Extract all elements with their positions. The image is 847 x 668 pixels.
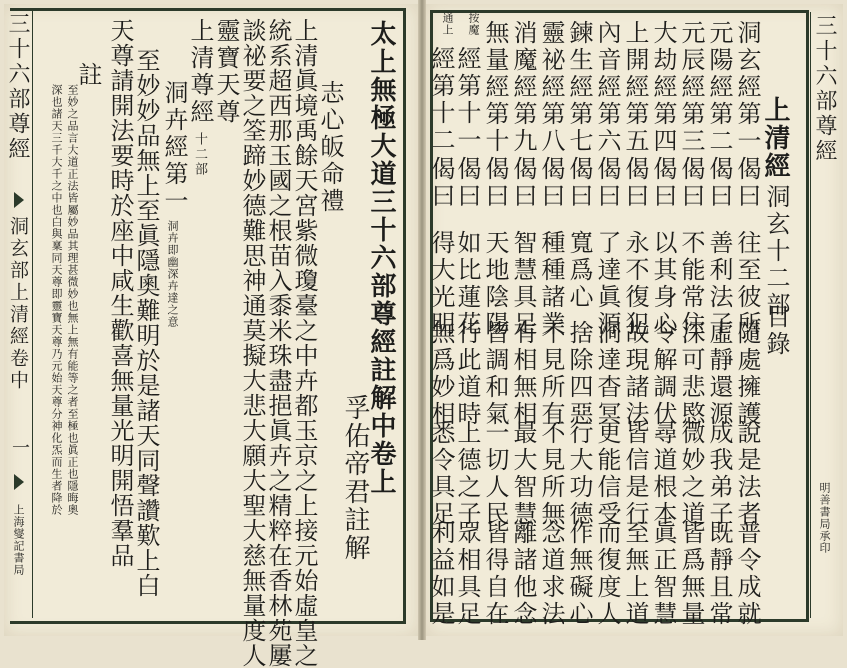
entry-name: 洞玄經第一 — [733, 20, 761, 155]
entry-verse: 洞達杳冥 — [593, 320, 621, 428]
entry-verse: 得大光明 — [427, 230, 455, 338]
entry-verse: 行大功德 — [565, 420, 593, 528]
entry-verse: 離諸他念 — [509, 520, 537, 628]
contents-section-label: 洞玄十二部 — [762, 184, 790, 319]
entry-small-label: 按魔 — [467, 12, 480, 36]
entry-verse: 偈曰 — [509, 156, 537, 210]
sutra-first-note: 洞𠦄即幽深𠦄達之意 — [166, 220, 179, 328]
entry-verse: 往至彼所 — [733, 230, 761, 338]
entry-name: 內音經第六 — [593, 20, 621, 155]
left-margin-strip — [4, 8, 33, 618]
entry-name: 上開經第五 — [621, 20, 649, 155]
verse-line: 天尊請開法要時於座中咸生歡喜無量光明開悟羣品 — [106, 18, 134, 568]
note-line: 至妙之品言大道正法皆屬妙品其理甚微妙也無上無有能等之者至極也眞正也隱晦奧 — [66, 84, 79, 516]
entry-verse: 偈曰 — [621, 156, 649, 210]
right-margin-publisher: 明善書局承印 — [818, 482, 831, 554]
verse-line: 至妙妙品無上至眞隱奧難明於是諸天同聲讚歎上白 — [132, 48, 160, 598]
margin-fishtail-icon — [14, 192, 24, 208]
entry-verse: 作無礙心 — [565, 520, 593, 628]
rite-heading: 志心皈命禮 — [316, 80, 344, 215]
entry-verse: 無爲妙相 — [427, 320, 455, 428]
entry-name: 經第十二 — [427, 46, 455, 154]
entry-verse: 皆信是行 — [621, 420, 649, 528]
left-title: 太上無極大道三十六部尊經註解中卷上 — [366, 20, 396, 496]
entry-name: 元辰經第三 — [677, 20, 705, 155]
entry-verse: 隨處擁護 — [733, 320, 761, 428]
entry-verse: 偈曰 — [453, 156, 481, 210]
entry-verse: 既靜且常 — [705, 520, 733, 628]
sutra-first: 洞𠦄經第一 — [160, 80, 188, 215]
sutra-count: 十二部 — [192, 132, 207, 177]
entry-verse: 皆得自在 — [481, 520, 509, 628]
entry-verse: 如比蓮花 — [453, 230, 481, 338]
entry-verse: 皆調和氣 — [481, 320, 509, 428]
entry-verse: 至無上道 — [621, 520, 649, 628]
entry-verse: 令解調伏 — [649, 320, 677, 428]
entry-verse: 不能常住 — [677, 230, 705, 338]
entry-verse: 不見所無 — [537, 420, 565, 528]
rite-line: 靈寶天尊 — [212, 18, 240, 126]
entry-verse: 上德之子 — [453, 420, 481, 528]
entry-verse: 以其身心 — [649, 230, 677, 338]
entry-verse: 偈曰 — [537, 156, 565, 210]
entry-verse: 了達眞源 — [593, 230, 621, 338]
entry-verse: 天地陰陽 — [481, 230, 509, 338]
entry-verse: 偈曰 — [705, 156, 733, 210]
margin-publisher: 上海燮記書局 — [12, 504, 25, 576]
rite-line: 統系超西那玉國之根苗入黍米珠盡挹眞𠦄之精粹在香林苑屢 — [264, 18, 292, 668]
entry-verse: 偈曰 — [593, 156, 621, 210]
contents-title: 上清經 — [760, 96, 790, 180]
entry-verse: 故現諸法 — [621, 320, 649, 428]
right-page — [426, 4, 843, 636]
entry-verse: 有相無相 — [509, 320, 537, 428]
note-label: 註 — [74, 62, 102, 89]
entry-verse: 種種諸業 — [537, 230, 565, 338]
entry-verse: 行此道時 — [453, 320, 481, 428]
entry-verse: 更能信受 — [593, 420, 621, 528]
entry-verse: 說是法者 — [733, 420, 761, 528]
book-spine — [418, 0, 426, 640]
sutra-heading: 上清尊經 — [186, 18, 214, 126]
entry-name: 消魔經第九 — [509, 20, 537, 155]
entry-name: 元陽經第二 — [705, 20, 733, 155]
entry-name: 無量經第十 — [481, 20, 509, 155]
entry-verse: 偈曰 — [427, 156, 455, 210]
margin-top-title: 三十六部尊經 — [5, 12, 30, 162]
entry-verse: 偈曰 — [481, 156, 509, 210]
left-commentator: 孚佑帝君註解 — [340, 394, 370, 562]
entry-verse: 永不復犯 — [621, 230, 649, 338]
note-line: 深也諸天三千大千之中也白與稟同天尊即靈寶天尊乃元始天尊分神化炁而生者降於 — [50, 84, 63, 516]
entry-name: 大劫經第四 — [649, 20, 677, 155]
entry-verse: 微妙之道 — [677, 420, 705, 528]
contents-label: 目錄 — [762, 304, 790, 358]
entry-verse: 偈曰 — [565, 156, 593, 210]
right-margin-title: 三十六部尊經 — [812, 14, 837, 164]
entry-verse: 普令成就 — [733, 520, 761, 628]
entry-verse: 善利法子 — [705, 230, 733, 338]
entry-verse: 尋道根本 — [649, 420, 677, 528]
entry-verse: 眞正智慧 — [649, 520, 677, 628]
entry-verse: 虛靜還源 — [705, 320, 733, 428]
entry-name: 鍊生經第七 — [565, 20, 593, 155]
right-margin-strip — [810, 12, 837, 618]
margin-fishtail-icon-lower — [14, 474, 24, 490]
entry-verse: 利益如是 — [427, 520, 455, 628]
entry-small-label: 通上 — [441, 12, 454, 36]
entry-verse: 偈曰 — [677, 156, 705, 210]
entry-name: 靈祕經第八 — [537, 20, 565, 155]
entry-verse: 一切人民 — [481, 420, 509, 528]
margin-page-number: 一 — [9, 438, 30, 459]
entry-name: 經第十一 — [453, 46, 481, 154]
left-page — [4, 4, 418, 668]
entry-verse: 寬爲心 — [565, 230, 593, 311]
rite-line: 談祕要之筌蹄妙德難思神通莫擬大悲大願大聖大慈無量度人 — [238, 18, 266, 668]
entry-verse: 不見所有 — [537, 320, 565, 428]
entry-verse: 而復度人 — [593, 520, 621, 628]
entry-verse: 偈曰 — [733, 156, 761, 210]
entry-verse: 悉令具足 — [427, 420, 455, 528]
entry-verse: 念道求法 — [537, 520, 565, 628]
entry-verse: 成我弟子 — [705, 420, 733, 528]
entry-verse: 捨除四惡 — [565, 320, 593, 428]
entry-verse: 智慧具足 — [509, 230, 537, 338]
entry-verse: 偈曰 — [649, 156, 677, 210]
entry-verse: 最大智慧 — [509, 420, 537, 528]
entry-verse: 眾相具足 — [453, 520, 481, 628]
entry-verse: 深可悲愍 — [677, 320, 705, 428]
entry-verse: 皆爲無量 — [677, 520, 705, 628]
rite-line: 上清眞境禹餘天宮紫微瓊臺之中𠦄都玉京之上接元始虛皇之 — [290, 18, 318, 668]
margin-section: 洞玄部上清經卷中 — [7, 216, 29, 392]
